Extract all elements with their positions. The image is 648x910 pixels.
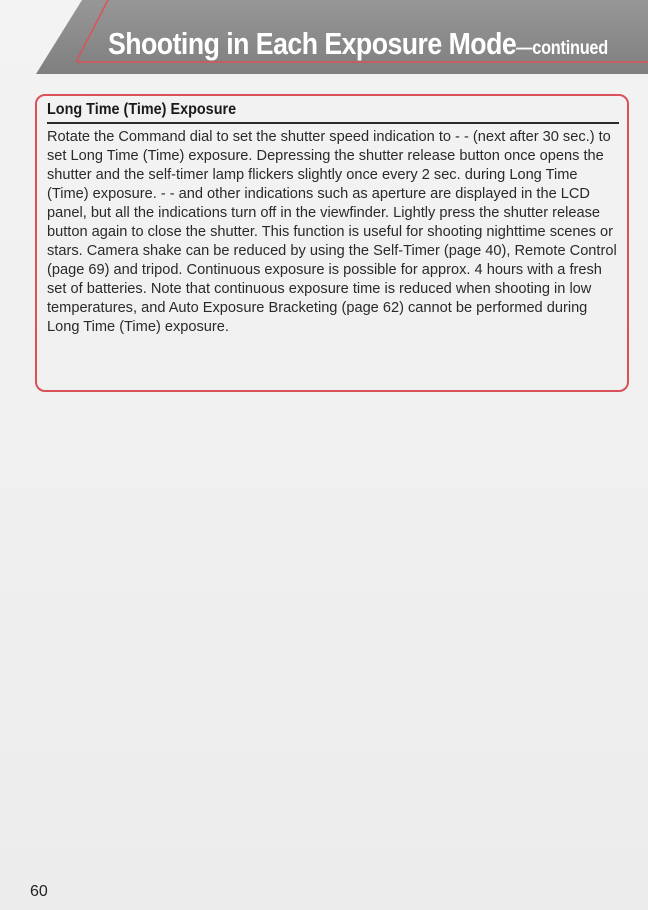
box-body-text: Rotate the Command dial to set the shutter speed indication to - - (next after 30 sec.) to set Long Time (Time) exposure. Depressing the shutter release button once opens the shutter and the self-timer lamp flickers slightly once every 2 sec. during Long Time (Time) exposure. - - and other indications such as aperture are displayed in the LCD panel, but all the indications turn off in the viewfinder. Lightly press the shutter release button again to close the shutter. This function is useful for shooting nighttime scenes or stars. Camera shake can be reduced by using the Self-Timer (page 40), Remote Control (page 69) and tripod. Continuous exposure is possible for approx. 4 hours with a fresh set of batteries. Note that continuous exposure time is reduced when shooting in low temperatures, and Auto Exposure Bracketing (page 62) cannot be performed during Long Time (Time) exposure. bbox=[47, 129, 617, 335]
page-title-suffix: —continued bbox=[516, 38, 608, 59]
box-heading-rule bbox=[47, 122, 619, 124]
box-heading: Long Time (Time) Exposure bbox=[47, 101, 237, 118]
header-band bbox=[0, 0, 648, 76]
page-title-main: Shooting in Each Exposure Mode bbox=[108, 26, 517, 61]
page-number: 60 bbox=[30, 883, 48, 900]
page-title bbox=[108, 24, 608, 69]
long-time-exposure-box bbox=[35, 94, 629, 392]
